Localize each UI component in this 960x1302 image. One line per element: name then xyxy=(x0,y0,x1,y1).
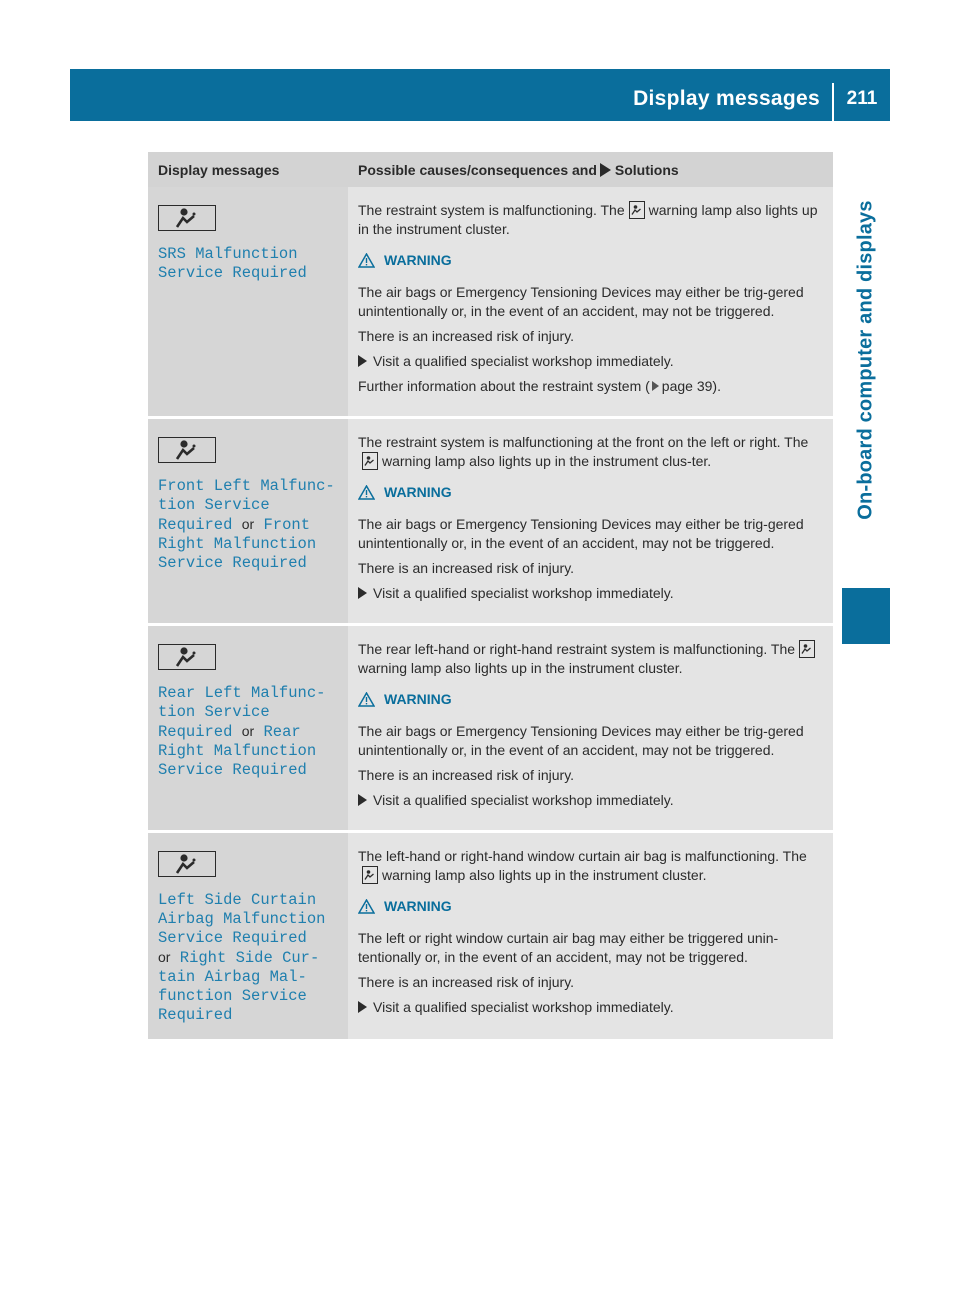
cause-text xyxy=(358,640,823,678)
risk-text: There is an increased risk of injury. xyxy=(358,974,575,990)
further-info-text: Further information about the restraint system ( xyxy=(358,378,650,394)
action-step-text: Visit a qualified specialist workshop immediately. xyxy=(373,792,674,808)
section-title: Display messages xyxy=(633,87,820,110)
display-message-line: Airbag Malfunction xyxy=(158,910,326,928)
risk-text: There is an increased risk of injury. xyxy=(358,560,575,576)
action-arrow-icon xyxy=(358,1001,367,1013)
display-message-line: Right Malfunction xyxy=(158,535,317,553)
table-row xyxy=(148,833,833,1042)
display-message-line: Left Side Curtain xyxy=(158,891,317,909)
warning-label: WARNING xyxy=(384,691,452,707)
table-row xyxy=(148,187,833,419)
display-message-line: Service Required xyxy=(158,554,307,572)
display-message-line: Service Required xyxy=(158,264,307,282)
display-message-line: tion Service xyxy=(158,496,270,514)
airbag-warning-icon xyxy=(158,644,216,670)
page-reference-icon xyxy=(652,381,659,391)
warning-heading xyxy=(358,690,823,712)
warning-text: The air bags or Emergency Tensioning Devices may either be trig-gered unintentionally or, in the event of an accident, may not be triggered. xyxy=(358,284,804,319)
chapter-tab xyxy=(842,145,890,575)
airbag-warning-icon xyxy=(158,205,216,231)
column-header-messages: Display messages xyxy=(148,152,348,187)
display-messages-table xyxy=(148,152,833,1042)
display-message-line: Service Required xyxy=(158,761,307,779)
cause-text-end: warning lamp also lights up in the instrument clus-ter. xyxy=(382,453,712,469)
warning-heading xyxy=(358,483,823,505)
warning-label: WARNING xyxy=(384,898,452,914)
column-header-solutions xyxy=(348,152,833,187)
solution-cell xyxy=(348,187,833,419)
cause-text xyxy=(358,847,823,885)
action-step xyxy=(358,791,823,810)
display-message-line xyxy=(158,948,338,968)
warning-label: WARNING xyxy=(384,484,452,500)
solution-cell xyxy=(348,626,833,833)
risk-text: There is an increased risk of injury. xyxy=(358,328,575,344)
or-label: or xyxy=(158,949,171,965)
cause-text-end: warning lamp also lights up in the instrument cluster. xyxy=(382,867,707,883)
display-message-line: tion Service xyxy=(158,703,270,721)
airbag-lamp-icon xyxy=(799,640,815,658)
warning-triangle-icon xyxy=(358,692,375,712)
action-step-text: Visit a qualified specialist workshop immediately. xyxy=(373,353,674,369)
message-cell xyxy=(148,626,348,833)
action-step xyxy=(358,352,823,371)
airbag-lamp-icon xyxy=(362,452,378,470)
display-message-line xyxy=(158,515,338,535)
chapter-marker xyxy=(842,588,890,644)
table-header-row xyxy=(148,152,833,187)
message-cell xyxy=(148,419,348,626)
solution-cell xyxy=(348,833,833,1042)
risk-text: There is an increased risk of injury. xyxy=(358,767,575,783)
message-cell xyxy=(148,187,348,419)
cause-text xyxy=(358,433,823,471)
action-step-text: Visit a qualified specialist workshop immediately. xyxy=(373,999,674,1015)
action-arrow-icon xyxy=(600,163,611,177)
action-arrow-icon xyxy=(358,794,367,806)
cause-text-end: warning lamp also lights up in the instrument cluster. xyxy=(358,202,818,237)
display-message-line: Required xyxy=(158,1006,233,1024)
further-info xyxy=(358,377,823,396)
warning-heading xyxy=(358,897,823,919)
page-reference-link[interactable]: page 39). xyxy=(661,378,721,394)
action-step xyxy=(358,998,823,1017)
warning-text: The air bags or Emergency Tensioning Devices may either be trig-gered unintentionally or, in the event of an accident, may not be triggered. xyxy=(358,516,804,551)
warning-text: The air bags or Emergency Tensioning Devices may either be trig-gered unintentionally or, in the event of an accident, may not be triggered. xyxy=(358,723,804,758)
or-label: or xyxy=(241,723,255,739)
display-message-part: Required xyxy=(158,723,233,741)
action-arrow-icon xyxy=(358,587,367,599)
display-message-line: Service Required xyxy=(158,929,307,947)
action-arrow-icon xyxy=(358,355,367,367)
airbag-warning-icon xyxy=(158,437,216,463)
warning-text: The left or right window curtain air bag may either be triggered unin-tentionally or, in the event of an accident, may not be triggered. xyxy=(358,930,779,965)
display-message-part: Required xyxy=(158,516,233,534)
solution-cell xyxy=(348,419,833,626)
display-message-part: Rear xyxy=(263,723,301,741)
display-message-line xyxy=(158,722,338,742)
warning-triangle-icon xyxy=(358,899,375,919)
page-number: 211 xyxy=(846,88,878,109)
table-row xyxy=(148,626,833,833)
table-row xyxy=(148,419,833,626)
cause-text-start: The left-hand or right-hand window curtain air bag is malfunctioning. The xyxy=(358,848,807,864)
message-cell xyxy=(148,833,348,1042)
display-message-line: SRS Malfunction xyxy=(158,245,298,263)
page-header xyxy=(70,69,890,121)
cause-text-end: warning lamp also lights up in the instrument cluster. xyxy=(358,660,683,676)
cause-text-start: The restraint system is malfunctioning. The xyxy=(358,202,625,218)
warning-triangle-icon xyxy=(358,485,375,505)
display-message-line: tain Airbag Mal‐ xyxy=(158,968,307,986)
airbag-warning-icon xyxy=(158,851,216,877)
display-message-part: Front xyxy=(263,516,311,534)
warning-heading xyxy=(358,251,823,273)
cause-text xyxy=(358,201,823,239)
header-causes-label: Possible causes/consequences and xyxy=(358,162,597,178)
warning-triangle-icon xyxy=(358,253,375,273)
airbag-lamp-icon xyxy=(629,201,645,219)
warning-label: WARNING xyxy=(384,252,452,268)
action-step-text: Visit a qualified specialist workshop immediately. xyxy=(373,585,674,601)
cause-text-start: The rear left-hand or right-hand restraint system is malfunctioning. The xyxy=(358,641,796,657)
cause-text-start: The restraint system is malfunctioning at the front on the left or right. The xyxy=(358,434,809,450)
display-message-line: function Service xyxy=(158,987,307,1005)
display-message-line: Front Left Malfunc‐ xyxy=(158,477,335,495)
action-step xyxy=(358,584,823,603)
or-label: or xyxy=(241,516,255,532)
display-message-line: Right Malfunction xyxy=(158,742,317,760)
display-message-part: Right Side Cur‐ xyxy=(179,949,320,967)
header-solutions-label: Solutions xyxy=(614,162,679,178)
chapter-label: On-board computer and displays xyxy=(854,200,877,520)
airbag-lamp-icon xyxy=(362,866,378,884)
display-message-line: Rear Left Malfunc‐ xyxy=(158,684,326,702)
